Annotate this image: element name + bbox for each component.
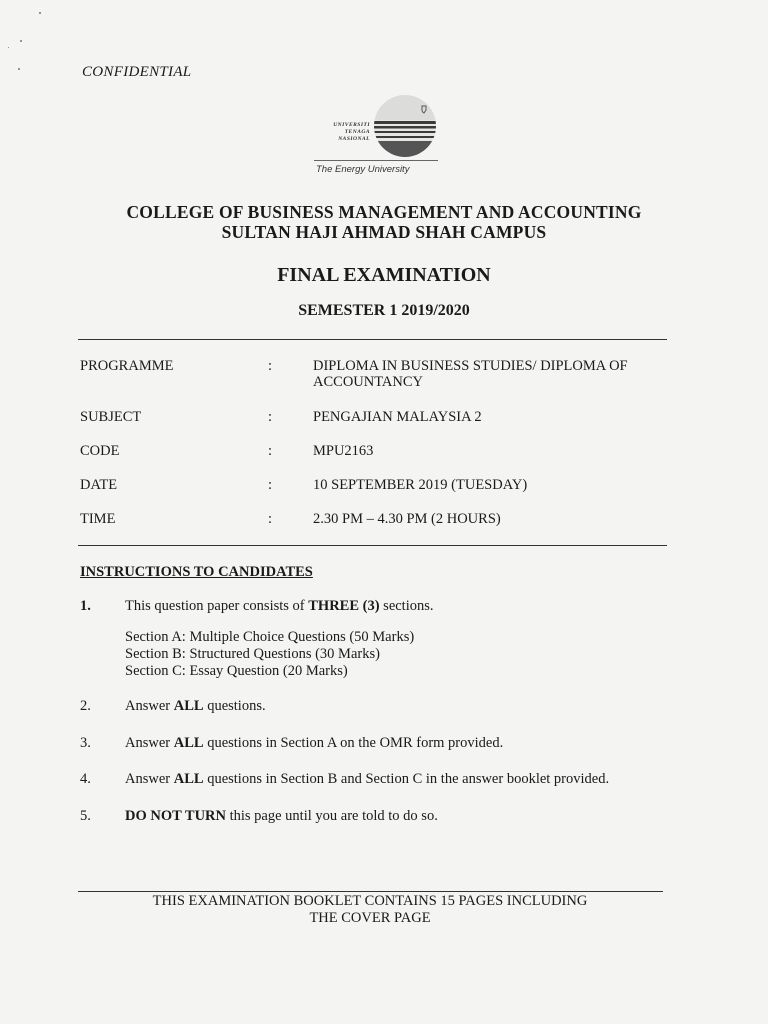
instruction-number: 1.: [80, 598, 91, 614]
instruction-emphasis: ALL: [173, 698, 204, 714]
section-c-line: Section C: Essay Question (20 Marks): [125, 663, 348, 679]
instruction-emphasis: THREE (3): [308, 598, 380, 614]
instruction-item-4: [125, 771, 685, 788]
footer-line: THIS EXAMINATION BOOKLET CONTAINS 15 PAGES INCLUDING: [152, 893, 588, 909]
university-logo: [306, 94, 440, 180]
university-tagline: The Energy University: [316, 164, 410, 175]
programme-colon: :: [268, 358, 273, 374]
exam-title: FINAL EXAMINATION: [277, 264, 491, 286]
instruction-text: questions in Section A on the OMR form provided.: [203, 735, 504, 751]
instruction-text: this page until you are told to do so.: [225, 808, 438, 824]
instruction-text: Answer: [125, 771, 174, 787]
section-b-line: Section B: Structured Questions (30 Marks): [125, 646, 380, 662]
instruction-item-3: [125, 735, 685, 752]
logo-line: TENAGA: [344, 129, 370, 135]
top-divider: [78, 339, 667, 340]
instruction-emphasis: ALL: [173, 771, 204, 787]
section-a-line: Section A: Multiple Choice Questions (50 Marks): [125, 629, 415, 645]
programme-label: PROGRAMME: [80, 358, 174, 374]
date-value: 10 SEPTEMBER 2019 (TUESDAY): [313, 477, 528, 493]
instructions-heading: INSTRUCTIONS TO CANDIDATES: [80, 564, 313, 580]
logo-line: UNIVERSITI: [333, 122, 370, 128]
time-label: TIME: [80, 511, 116, 527]
instruction-text: Answer: [125, 735, 174, 751]
instruction-number: 4.: [80, 771, 91, 787]
instruction-text: This question paper consists of: [125, 598, 309, 614]
date-colon: :: [268, 477, 273, 493]
section-list: [125, 629, 685, 680]
subject-colon: :: [268, 409, 273, 425]
instruction-text: questions.: [203, 698, 266, 714]
scan-speck: [8, 47, 9, 48]
subject-value: PENGAJIAN MALAYSIA 2: [313, 409, 482, 425]
scan-speck: [39, 12, 41, 14]
semester-label: SEMESTER 1 2019/2020: [298, 302, 470, 319]
time-value: 2.30 PM – 4.30 PM (2 HOURS): [313, 511, 501, 527]
logo-line: NASIONAL: [338, 136, 370, 142]
confidential-label: CONFIDENTIAL: [82, 64, 192, 80]
bottom-divider: [78, 545, 667, 546]
instruction-text: sections.: [379, 598, 434, 614]
footer-divider: [78, 891, 663, 892]
instruction-emphasis: DO NOT TURN: [125, 808, 226, 824]
code-label: CODE: [80, 443, 120, 459]
campus-name: SULTAN HAJI AHMAD SHAH CAMPUS: [221, 222, 547, 242]
code-colon: :: [268, 443, 273, 459]
time-colon: :: [268, 511, 273, 527]
programme-value: DIPLOMA IN BUSINESS STUDIES/ DIPLOMA OF ACCOUNTANCY: [313, 358, 628, 390]
code-value: MPU2163: [313, 443, 374, 459]
footer-line: THE COVER PAGE: [309, 910, 431, 926]
college-name: COLLEGE OF BUSINESS MANAGEMENT AND ACCOUNTING: [126, 202, 642, 222]
instruction-item-2: [125, 698, 685, 715]
instruction-number: 5.: [80, 808, 91, 824]
logo-wordmark: [310, 122, 370, 143]
instruction-text: Answer: [125, 698, 174, 714]
instruction-number: 2.: [80, 698, 91, 714]
scan-speck: [20, 40, 22, 42]
date-label: DATE: [80, 477, 118, 493]
instruction-emphasis: ALL: [173, 735, 204, 751]
logo-divider: [314, 160, 438, 161]
logo-emblem-icon: [370, 94, 440, 158]
instruction-number: 3.: [80, 735, 91, 751]
instruction-item-1: [125, 598, 685, 615]
instruction-text: questions in Section B and Section C in the answer booklet provided.: [203, 771, 610, 787]
scan-speck: [18, 68, 20, 70]
subject-label: SUBJECT: [80, 409, 142, 425]
page-count-notice: [0, 893, 740, 927]
instruction-item-5: [125, 808, 685, 825]
